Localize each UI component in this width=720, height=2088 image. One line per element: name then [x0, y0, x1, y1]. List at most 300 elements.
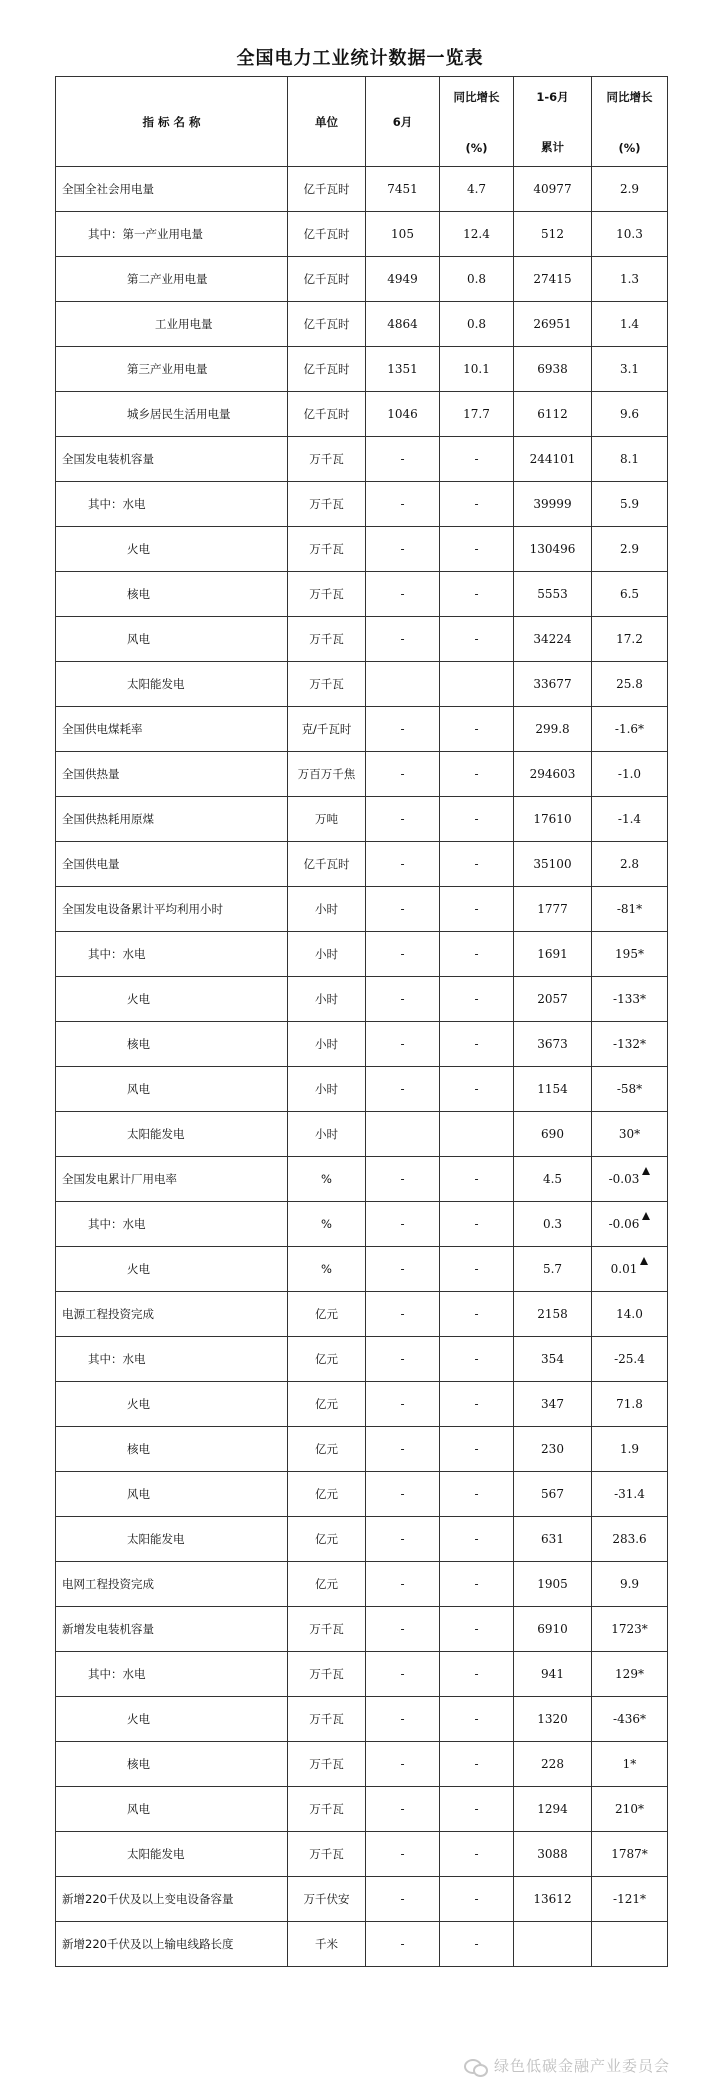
month-value-text: 4949 — [387, 272, 418, 286]
cumulative-yoy-value — [592, 1292, 668, 1337]
unit-cell — [288, 1292, 366, 1337]
watermark — [464, 2055, 670, 2076]
unit-cell — [288, 167, 366, 212]
indicator-name — [56, 797, 288, 842]
indicator-name — [56, 257, 288, 302]
month-yoy-value — [440, 257, 514, 302]
month-value-text: 1046 — [387, 407, 418, 421]
table-row — [56, 1652, 668, 1697]
cumulative-yoy-value — [592, 1742, 668, 1787]
cumulative-yoy-value-text: 0.01 — [610, 1262, 638, 1276]
cumulative-yoy-value-text: -1.6* — [614, 722, 645, 736]
indicator-name-text: 火电 — [127, 1262, 150, 1276]
header-indicator: 指 标 名 称 — [56, 77, 288, 167]
indicator-name — [56, 392, 288, 437]
month-value — [366, 1562, 440, 1607]
month-yoy-value — [440, 1202, 514, 1247]
cumulative-value-text: 690 — [541, 1127, 564, 1141]
table-row — [56, 572, 668, 617]
indicator-name-text: 全国发电累计厂用电率 — [62, 1172, 177, 1186]
indicator-name — [56, 617, 288, 662]
cumulative-yoy-value — [592, 1427, 668, 1472]
month-value — [366, 1742, 440, 1787]
month-yoy-value — [440, 212, 514, 257]
indicator-name-text: 电网工程投资完成 — [62, 1577, 154, 1591]
indicator-name-text: 太阳能发电 — [127, 677, 185, 691]
cumulative-value — [514, 1697, 592, 1742]
cumulative-value — [514, 662, 592, 707]
unit-cell-text: 万千瓦 — [309, 1757, 344, 1771]
cumulative-yoy-value-text: 283.6 — [612, 1532, 647, 1546]
cumulative-value — [514, 437, 592, 482]
indicator-name — [56, 842, 288, 887]
cumulative-yoy-value-text: -121* — [613, 1892, 646, 1906]
unit-cell — [288, 752, 366, 797]
cumulative-yoy-value — [592, 1562, 668, 1607]
indicator-name — [56, 662, 288, 707]
cumulative-value — [514, 1247, 592, 1292]
month-value — [366, 1922, 440, 1967]
unit-cell-text: 克/千瓦时 — [301, 722, 352, 736]
indicator-name-text: 风电 — [127, 1082, 150, 1096]
indicator-name — [56, 1472, 288, 1517]
month-yoy-value-text: - — [474, 1217, 479, 1231]
cumulative-yoy-value-text: -58* — [616, 1082, 643, 1096]
cumulative-value-text: 5.7 — [542, 1262, 563, 1276]
table-row — [56, 662, 668, 707]
cumulative-yoy-value — [592, 1337, 668, 1382]
cumulative-yoy-value — [592, 1787, 668, 1832]
month-value — [366, 932, 440, 977]
cumulative-value — [514, 347, 592, 392]
cumulative-value-text: 2158 — [537, 1307, 568, 1321]
cumulative-value-text: 3673 — [537, 1037, 568, 1051]
indicator-name-text: 其中：水电 — [88, 1217, 146, 1231]
cumulative-value-text: 39999 — [533, 497, 572, 511]
cumulative-value-text: 1154 — [537, 1082, 568, 1096]
cumulative-value-text: 6938 — [537, 362, 568, 376]
cumulative-value — [514, 1022, 592, 1067]
table-row — [56, 617, 668, 662]
unit-cell-text: 亿元 — [315, 1487, 338, 1501]
indicator-name — [56, 302, 288, 347]
indicator-name-text: 其中：水电 — [88, 497, 146, 511]
table-row — [56, 707, 668, 752]
indicator-name — [56, 1202, 288, 1247]
cumulative-yoy-value-text: -133* — [613, 992, 646, 1006]
month-yoy-value-text: - — [474, 812, 479, 826]
cumulative-yoy-value — [592, 1517, 668, 1562]
month-value-text: - — [400, 947, 405, 961]
cumulative-yoy-value — [592, 842, 668, 887]
month-yoy-value — [440, 1247, 514, 1292]
cumulative-yoy-value — [592, 572, 668, 617]
header-month-yoy — [440, 77, 514, 167]
header-cumulative — [514, 77, 592, 167]
month-value-text: 7451 — [387, 182, 418, 196]
cumulative-yoy-value-text: 30* — [618, 1127, 641, 1141]
cumulative-value — [514, 1427, 592, 1472]
month-value — [366, 1877, 440, 1922]
month-value-text: - — [400, 1802, 405, 1816]
unit-cell-text: 万吨 — [315, 812, 338, 826]
month-yoy-value — [440, 1112, 514, 1157]
indicator-name — [56, 1022, 288, 1067]
table-row — [56, 1202, 668, 1247]
cumulative-value-text: 13612 — [533, 1892, 572, 1906]
cumulative-yoy-value-text: -1.0 — [617, 767, 642, 781]
indicator-name-text: 电源工程投资完成 — [62, 1307, 154, 1321]
month-yoy-value — [440, 1517, 514, 1562]
cumulative-value-text: 1905 — [537, 1577, 568, 1591]
indicator-name-text: 其中：水电 — [88, 1667, 146, 1681]
cumulative-value-text: 347 — [541, 1397, 564, 1411]
month-yoy-value-text: - — [474, 1847, 479, 1861]
indicator-name — [56, 212, 288, 257]
unit-cell-text: 亿千瓦时 — [303, 317, 350, 331]
month-value — [366, 1427, 440, 1472]
month-yoy-value — [440, 572, 514, 617]
month-value — [366, 392, 440, 437]
unit-cell-text: 万百万千焦 — [297, 767, 356, 781]
month-yoy-value — [440, 1337, 514, 1382]
cumulative-yoy-value — [592, 887, 668, 932]
unit-cell-text: 万千瓦 — [309, 1802, 344, 1816]
header-cumulative-yoy-label: 同比增长 — [606, 89, 653, 104]
table-row — [56, 1607, 668, 1652]
table-row — [56, 1517, 668, 1562]
month-value — [366, 347, 440, 392]
cumulative-value — [514, 1607, 592, 1652]
month-yoy-value-text: - — [474, 1802, 479, 1816]
month-value-text: - — [400, 632, 405, 646]
unit-cell — [288, 527, 366, 572]
cumulative-yoy-value — [592, 1157, 668, 1202]
month-value — [366, 1472, 440, 1517]
cumulative-value — [514, 932, 592, 977]
cumulative-value-text: 27415 — [533, 272, 572, 286]
cumulative-yoy-value — [592, 1697, 668, 1742]
indicator-name-text: 全国供电煤耗率 — [62, 722, 143, 736]
month-value — [366, 1607, 440, 1652]
unit-cell — [288, 1112, 366, 1157]
unit-cell-text: 万千瓦 — [309, 677, 344, 691]
indicator-name — [56, 167, 288, 212]
month-value-text: - — [400, 1217, 405, 1231]
table-header-row — [56, 77, 668, 167]
indicator-name — [56, 932, 288, 977]
cumulative-value-text: 1691 — [537, 947, 568, 961]
header-cumulative-yoy-unit: (%) — [618, 140, 641, 155]
table-row — [56, 1832, 668, 1877]
month-yoy-value — [440, 1472, 514, 1517]
month-yoy-value — [440, 1292, 514, 1337]
cumulative-yoy-value — [592, 797, 668, 842]
month-yoy-value — [440, 1607, 514, 1652]
month-value — [366, 617, 440, 662]
table-row — [56, 347, 668, 392]
table-row — [56, 1247, 668, 1292]
unit-cell-text: 亿元 — [315, 1352, 338, 1366]
month-yoy-value — [440, 1067, 514, 1112]
unit-cell-text: 亿元 — [315, 1442, 338, 1456]
cumulative-yoy-value — [592, 167, 668, 212]
cumulative-yoy-value-text: -81* — [616, 902, 643, 916]
month-yoy-value — [440, 797, 514, 842]
month-value-text: - — [400, 1577, 405, 1591]
month-value — [366, 662, 440, 707]
unit-cell-text: 亿元 — [315, 1532, 338, 1546]
unit-cell — [288, 347, 366, 392]
indicator-name-text: 城乡居民生活用电量 — [127, 407, 231, 421]
indicator-name-text: 全国发电设备累计平均利用小时 — [62, 902, 223, 916]
unit-cell — [288, 257, 366, 302]
month-value-text: - — [400, 857, 405, 871]
indicator-name — [56, 437, 288, 482]
unit-cell-text: % — [321, 1262, 332, 1276]
cumulative-yoy-value — [592, 1022, 668, 1067]
month-yoy-value — [440, 527, 514, 572]
cumulative-value-text: 299.8 — [535, 722, 570, 736]
month-value-text: - — [400, 1667, 405, 1681]
cumulative-value — [514, 1562, 592, 1607]
unit-cell — [288, 1427, 366, 1472]
indicator-name-text: 火电 — [127, 992, 150, 1006]
table-row — [56, 1022, 668, 1067]
month-value — [366, 752, 440, 797]
table-row — [56, 1292, 668, 1337]
month-value-text: - — [400, 1262, 405, 1276]
unit-cell — [288, 392, 366, 437]
month-value-text: - — [400, 1397, 405, 1411]
month-value-text: - — [400, 1352, 405, 1366]
month-yoy-value — [440, 1877, 514, 1922]
cumulative-yoy-value — [592, 482, 668, 527]
month-yoy-value-text: - — [474, 1262, 479, 1276]
table-row — [56, 257, 668, 302]
unit-cell — [288, 1202, 366, 1247]
month-yoy-value-text: 12.4 — [463, 227, 490, 241]
cumulative-yoy-value-text: 3.1 — [619, 362, 640, 376]
unit-cell-text: 小时 — [315, 1127, 338, 1141]
indicator-name-text: 其中：水电 — [88, 1352, 146, 1366]
cumulative-value — [514, 1787, 592, 1832]
cumulative-value — [514, 842, 592, 887]
month-yoy-value-text: - — [474, 1667, 479, 1681]
header-cumulative-yoy — [592, 77, 668, 167]
month-yoy-value-text: - — [474, 1082, 479, 1096]
cumulative-yoy-value-text: -25.4 — [614, 1352, 645, 1366]
month-yoy-value — [440, 1832, 514, 1877]
indicator-name-text: 风电 — [127, 1802, 150, 1816]
month-value-text: - — [400, 902, 405, 916]
month-yoy-value-text: 17.7 — [463, 407, 490, 421]
month-value-text: - — [400, 722, 405, 736]
indicator-name — [56, 1697, 288, 1742]
cumulative-value — [514, 887, 592, 932]
month-yoy-value-text: - — [474, 1307, 479, 1321]
month-value — [366, 1652, 440, 1697]
unit-cell — [288, 797, 366, 842]
month-value — [366, 1157, 440, 1202]
month-yoy-value — [440, 482, 514, 527]
month-yoy-value — [440, 1787, 514, 1832]
indicator-name-text: 新增220千伏及以上变电设备容量 — [62, 1892, 234, 1906]
indicator-name-text: 第二产业用电量 — [127, 272, 208, 286]
cumulative-yoy-value-text: 1.9 — [619, 1442, 640, 1456]
month-value-text: 1351 — [387, 362, 418, 376]
cumulative-yoy-value — [592, 212, 668, 257]
indicator-name — [56, 1787, 288, 1832]
cumulative-yoy-value-text: 129* — [615, 1667, 644, 1681]
month-value-text: - — [400, 1307, 405, 1321]
indicator-name-text: 太阳能发电 — [127, 1127, 185, 1141]
month-value — [366, 437, 440, 482]
wechat-icon — [464, 2057, 486, 2075]
indicator-name — [56, 1247, 288, 1292]
indicator-name — [56, 1742, 288, 1787]
cumulative-value — [514, 1877, 592, 1922]
table-row — [56, 1922, 668, 1967]
month-yoy-value-text: - — [474, 1892, 479, 1906]
cumulative-value-text: 4.5 — [542, 1172, 563, 1186]
cumulative-value-text: 230 — [541, 1442, 564, 1456]
header-month-yoy-unit: (%) — [465, 140, 488, 155]
unit-cell-text: 亿千瓦时 — [303, 227, 350, 241]
month-value — [366, 1517, 440, 1562]
table-row — [56, 1877, 668, 1922]
header-month: 6月 — [366, 77, 440, 167]
indicator-name-text: 工业用电量 — [155, 317, 213, 331]
cumulative-value — [514, 392, 592, 437]
table-row — [56, 302, 668, 347]
cumulative-value-text: 941 — [541, 1667, 564, 1681]
unit-cell — [288, 1022, 366, 1067]
watermark-text: 绿色低碳金融产业委员会 — [494, 2057, 671, 2075]
cumulative-yoy-value-text: 17.2 — [616, 632, 643, 646]
indicator-name-text: 太阳能发电 — [127, 1532, 185, 1546]
cumulative-yoy-value — [592, 1382, 668, 1427]
cumulative-yoy-value — [592, 932, 668, 977]
cumulative-yoy-value-text: 1* — [622, 1757, 637, 1771]
unit-cell-text: 亿元 — [315, 1577, 338, 1591]
cumulative-value — [514, 617, 592, 662]
table-row — [56, 1742, 668, 1787]
table-row — [56, 1337, 668, 1382]
unit-cell — [288, 887, 366, 932]
indicator-name — [56, 347, 288, 392]
month-yoy-value-text: - — [474, 992, 479, 1006]
table-row — [56, 1697, 668, 1742]
unit-cell — [288, 1067, 366, 1112]
cumulative-value-text: 631 — [541, 1532, 564, 1546]
month-yoy-value-text: 10.1 — [463, 362, 490, 376]
unit-cell — [288, 662, 366, 707]
cumulative-value — [514, 482, 592, 527]
unit-cell — [288, 212, 366, 257]
month-yoy-value — [440, 617, 514, 662]
month-value-text: 4864 — [387, 317, 418, 331]
cumulative-yoy-value — [592, 347, 668, 392]
month-yoy-value-text: - — [474, 1532, 479, 1546]
table-row — [56, 1157, 668, 1202]
indicator-name-text: 核电 — [127, 587, 150, 601]
cumulative-value — [514, 572, 592, 617]
cumulative-yoy-value — [592, 1877, 668, 1922]
table-row — [56, 1427, 668, 1472]
unit-cell — [288, 1742, 366, 1787]
table-row — [56, 1382, 668, 1427]
indicator-name-text: 第三产业用电量 — [127, 362, 208, 376]
unit-cell-text: 亿千瓦时 — [303, 407, 350, 421]
cumulative-yoy-value — [592, 1607, 668, 1652]
table-row — [56, 437, 668, 482]
unit-cell-text: 万千瓦 — [309, 1667, 344, 1681]
month-value-text: - — [400, 452, 405, 466]
unit-cell-text: 万千瓦 — [309, 1712, 344, 1726]
cumulative-value — [514, 1202, 592, 1247]
unit-cell-text: 小时 — [315, 1037, 338, 1051]
month-yoy-value — [440, 887, 514, 932]
cumulative-yoy-value-text: 1.3 — [619, 272, 640, 286]
month-value-text: - — [400, 1892, 405, 1906]
month-yoy-value-text: - — [474, 1937, 479, 1951]
unit-cell — [288, 1922, 366, 1967]
month-value — [366, 482, 440, 527]
indicator-name-text: 火电 — [127, 1397, 150, 1411]
table-row — [56, 527, 668, 572]
month-yoy-value-text: - — [474, 722, 479, 736]
cumulative-value-text: 33677 — [533, 677, 572, 691]
cumulative-yoy-value — [592, 1112, 668, 1157]
month-yoy-value — [440, 347, 514, 392]
month-value — [366, 1112, 440, 1157]
table-body — [56, 167, 668, 1967]
table-row — [56, 1472, 668, 1517]
month-value-text: - — [400, 587, 405, 601]
unit-cell-text: 万千瓦 — [309, 1622, 344, 1636]
month-value — [366, 1787, 440, 1832]
unit-cell — [288, 1877, 366, 1922]
indicator-name — [56, 1652, 288, 1697]
cumulative-value-text: 26951 — [533, 317, 572, 331]
cumulative-value-text: 1320 — [537, 1712, 568, 1726]
month-value — [366, 257, 440, 302]
table-row — [56, 797, 668, 842]
indicator-name-text: 核电 — [127, 1037, 150, 1051]
cumulative-value — [514, 1922, 592, 1967]
cumulative-value-text: 567 — [541, 1487, 564, 1501]
cumulative-value — [514, 752, 592, 797]
unit-cell — [288, 932, 366, 977]
cumulative-yoy-value — [592, 437, 668, 482]
cumulative-value-text: 1777 — [537, 902, 568, 916]
month-value-text: - — [400, 1847, 405, 1861]
unit-cell — [288, 1832, 366, 1877]
cumulative-yoy-value — [592, 662, 668, 707]
month-yoy-value-text: - — [474, 902, 479, 916]
month-yoy-value — [440, 662, 514, 707]
month-value-text: - — [400, 1937, 405, 1951]
cumulative-yoy-value-text: -0.06 — [608, 1217, 640, 1231]
month-value — [366, 572, 440, 617]
month-yoy-value — [440, 752, 514, 797]
header-unit: 单位 — [288, 77, 366, 167]
cumulative-yoy-value — [592, 257, 668, 302]
month-yoy-value — [440, 1742, 514, 1787]
month-yoy-value — [440, 1922, 514, 1967]
month-value-text: - — [400, 1487, 405, 1501]
